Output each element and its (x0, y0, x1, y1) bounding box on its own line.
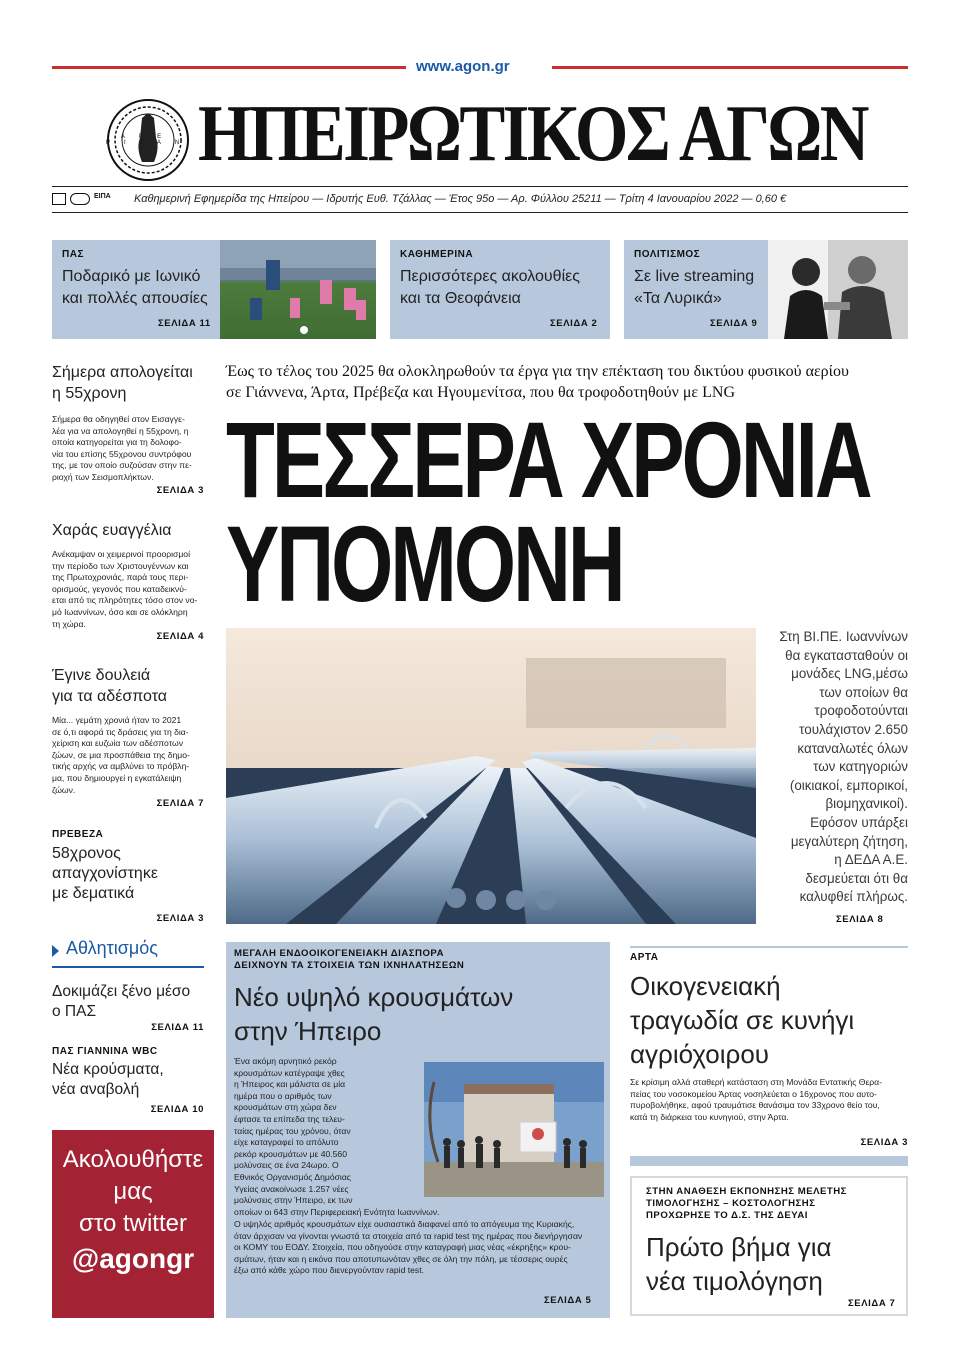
page-ref: ΣΕΛΙΔΑ 3 (156, 913, 204, 924)
sidebar-line: των κατηγοριών (813, 759, 908, 775)
info-rule-bottom (52, 212, 908, 213)
story-headline (234, 980, 513, 1048)
headline-line: Σήμερα απολογείται (52, 364, 193, 381)
page-ref: ΣΕΛΙΔΑ 11 (158, 318, 211, 329)
page-ref: ΣΕΛΙΔΑ 5 (544, 1295, 592, 1306)
sidebar-line: δεσμεύεται ότι θα (805, 870, 908, 886)
subheading-line: σε Γιάννενα, Άρτα, Πρέβεζα και Ηγουμενίτσα, που θα τροφοδοτηθούν με LNG (226, 384, 735, 401)
section-title: Αθλητισμός (66, 938, 158, 958)
body-line: Ένα ακόμη αρνητικό ρεκόρ (234, 1056, 337, 1066)
headline-line: απαγχονίστηκε (52, 865, 158, 882)
teaser-headline-line: Ποδαρικό με Ιωνικό (62, 268, 201, 285)
body-line: Σε κρίσιμη αλλά σταθερή κατάσταση στη Μονάδα Εντατικής Θερα- (630, 1077, 882, 1087)
body-line: τικής αρχής να αμβλύνει το πρόβλη- (52, 761, 190, 772)
seal-logo (106, 98, 194, 182)
sidebar-line: βιομηχανικοί). (825, 796, 908, 812)
page-ref: ΣΕΛΙΔΑ 9 (710, 318, 758, 329)
story-body-full (234, 1219, 604, 1277)
top-rule-right (552, 66, 908, 69)
story-kicker: ΠΡΕΒΕΖΑ (52, 829, 104, 840)
story-kicker (646, 1186, 847, 1222)
lead-headline[interactable] (226, 399, 926, 624)
story-body (234, 1056, 440, 1218)
chevron-right-icon (52, 945, 59, 957)
headline-line: 58χρονος (52, 845, 121, 862)
headline-line: Νέο υψηλό κρουσμάτων (234, 982, 514, 1012)
sidebar-line: (οικιακοί, εμπορικοί, (789, 777, 908, 793)
headline-line: αγριόχοιρου (630, 1039, 770, 1069)
sidebar-line: μεγαλύτερη ζήτηση, (790, 833, 908, 849)
body-line: χείριση και ευζωία των αδέσποτων (52, 738, 183, 749)
body-line: την περίοδο των Χριστουγέννων και (52, 560, 189, 571)
sidebar-line: των οποίων θα (819, 684, 908, 700)
arta-bottom-rule (630, 1156, 908, 1166)
publisher-badges (52, 192, 118, 206)
body-line: κρουσμάτων στη χώρα δεν (234, 1102, 337, 1113)
headline-line: με δεματικά (52, 885, 135, 902)
headline-line: νέα αναβολή (52, 1081, 140, 1098)
newspaper-title: ΗΠΕΙΡΩΤΙΚΟΣ ΑΓΩΝ (198, 90, 867, 178)
sidebar-line: Στη ΒΙ.ΠΕ. Ιωαννίνων (779, 629, 908, 644)
story-body (630, 1077, 908, 1123)
sidebar-line: τουλάχιστον 2.650 (799, 721, 908, 737)
badge-icon-1 (52, 193, 66, 205)
sidebar-line: μονάδες LNG,μέσω (791, 666, 908, 682)
story-preveza[interactable] (52, 829, 204, 924)
body-line: μό Ιωαννίνων, όσο και σε ολόκληρη (52, 606, 188, 617)
body-line: ορισμούς, γεγονός που καταδεικνύ- (52, 583, 187, 594)
teaser-headline (634, 266, 754, 310)
kicker-line: ΤΙΜΟΛΟΓΗΣΗΣ – ΚΟΣΤΟΛΟΓΗΣΗΣ (646, 1198, 816, 1209)
body-line: έξω από κάθε χώρο που διενεργούνταν rapid test. (234, 1265, 424, 1276)
story-apologia[interactable] (52, 362, 204, 496)
body-line: πυροβολήθηκε, αφού τραυμάτισε θανάσιμα τον 33χρονο θείο του, (630, 1100, 880, 1111)
story-headline (52, 1060, 204, 1100)
body-line: τη χώρα. (52, 618, 86, 629)
headline-line: ο ΠΑΣ (52, 1003, 97, 1020)
headline-line: στην Ήπειρο (234, 1016, 382, 1046)
headline-line: Νέα κρούσματα, (52, 1061, 164, 1078)
story-kicker (234, 948, 464, 972)
kicker-line: ΠΡΟΧΩΡΗΣΕ ΤΟ Δ.Σ. ΤΗΣ ΔΕΥΑΙ (646, 1210, 808, 1221)
teaser-headline-line: και πολλές απουσίες (62, 290, 208, 307)
subheading-line: Έως το τέλος του 2025 θα ολοκληρωθούν τα έργα για την επέκταση του δικτύου φυσικού αερίου (226, 363, 849, 380)
headline-line: για τα αδέσποτα (52, 688, 168, 705)
teaser-headline-line: Περισσότερες ακολουθίες (400, 268, 580, 285)
rapid-test-queue-photo (424, 1062, 604, 1197)
lead-subheading (226, 361, 908, 403)
page-ref: ΣΕΛΙΔΑ 2 (550, 318, 598, 329)
kicker-line: ΔΕΙΧΝΟΥΝ ΤΑ ΣΤΟΙΧΕΙΑ ΤΩΝ ΙΧΝΗΛΑΤΗΣΕΩΝ (234, 960, 465, 971)
twitter-line: μας (113, 1178, 153, 1205)
info-line: Καθημερινή Εφημερίδα της Ηπείρου — Ιδρυτής Ευθ. Τζάλλας — Έτος 95ο — Αρ. Φύλλου 25211 — Τρίτη 4 Ιανουαρίου 2022 — 0,60 € (134, 193, 787, 205)
teaser-headline (400, 266, 580, 310)
body-line: έφτασε τα επίπεδα της τελευ- (234, 1113, 345, 1124)
body-line: της, με τον οποίο συζούσαν στην πε- (52, 460, 192, 471)
story-headline (52, 665, 204, 707)
headline-line: ΤΕΣΣΕΡΑ ΧΡΟΝΙΑ (226, 399, 870, 520)
teaser-headline-line: Σε live streaming (634, 268, 755, 285)
page-ref: ΣΕΛΙΔΑ 7 (848, 1298, 896, 1309)
twitter-promo[interactable] (52, 1130, 214, 1318)
body-line: πείας του νοσοκομείου Άρτας νοσηλεύεται ο 16χρονος που αυτο- (630, 1088, 877, 1099)
page-ref: ΣΕΛΙΔΑ 3 (860, 1137, 908, 1149)
body-line: είχε καταγραφεί το απόλυτο (234, 1137, 339, 1148)
body-line: μολύνσεις σε ένα 24ωρο. Ο (234, 1160, 339, 1171)
top-rule-left (52, 66, 406, 69)
badge-label: ΕΙΠΑ (94, 193, 111, 200)
body-line: όταν άρχισαν να γίνονται γνωστά τα στοιχεία από τα rapid test της ημέρας που διενήργησαν (234, 1230, 583, 1241)
body-line: οποία κατηγορείται για τη δολοφο- (52, 437, 182, 448)
kicker-line: ΣΤΗΝ ΑΝΑΘΕΣΗ ΕΚΠΟΝΗΣΗΣ ΜΕΛΕΤΗΣ (646, 1186, 847, 1197)
body-line: ταίας ημέρας του χρόνου, όταν (234, 1125, 351, 1136)
teaser-headline-line: και τα Θεοφάνεια (400, 290, 521, 307)
body-line: Ανέκαμψαν οι χειμερινοί προορισμοί (52, 549, 190, 559)
body-line: οποίων οι 643 στην Περιφερειακή Ενότητα Ιωαννίνων. (234, 1206, 440, 1217)
page-ref: ΣΕΛΙΔΑ 10 (150, 1104, 204, 1115)
story-headline: Χαράς ευαγγέλια (52, 522, 172, 539)
story-xaras[interactable] (52, 520, 204, 642)
teaser-kicker: ΠΟΛΙΤΙΣΜΟΣ (634, 249, 701, 260)
body-line: Εθνικός Οργανισμός Δημόσιας (234, 1171, 351, 1182)
arta-story[interactable] (630, 952, 908, 1148)
body-line: ρεκόρ κρουσμάτων με 40.560 (234, 1148, 347, 1159)
twitter-line: Ακολουθήστε (62, 1146, 204, 1173)
sports-item-pas[interactable] (52, 982, 204, 1033)
body-line: ζώων. (52, 784, 76, 795)
teaser-kicker: ΠΑΣ (62, 249, 84, 260)
sidebar-line: θα εγκατασταθούν οι (785, 647, 908, 663)
teaser-kathimerina[interactable] (390, 240, 610, 339)
sidebar-line: καλυφθεί πλήρως. (799, 889, 908, 905)
page-ref: ΣΕΛΙΔΑ 4 (156, 631, 204, 643)
sports-section-header[interactable] (52, 938, 204, 968)
headline-line: η 55χρονη (52, 385, 127, 402)
story-kicker: ΑΡΤΑ (630, 952, 659, 963)
body-line: η Ήπειρος και μάλιστα σε μία (234, 1079, 346, 1090)
body-line: Μία... γεμάτη χρονιά ήταν το 2021 (52, 715, 182, 725)
teaser-politismos[interactable] (624, 240, 908, 339)
body-line: κατά τη διάρκεια του κυνηγιού, στην Άρτα. (630, 1111, 789, 1122)
story-headline (52, 844, 204, 904)
teaser-headline (62, 266, 208, 310)
pricing-story[interactable] (630, 1176, 908, 1316)
headline-line: νέα τιμολόγηση (646, 1266, 823, 1296)
kicker-line: ΜΕΓΑΛΗ ΕΝΔΟΟΙΚΟΓΕΝΕΙΑΚΗ ΔΙΑΣΠΟΡΑ (234, 948, 445, 959)
sidebar-line: η ΔΕΔΑ Α.Ε. (834, 852, 908, 868)
body-line: ριοχή των Σεισμοπλήκτων. (52, 471, 154, 482)
story-body (52, 549, 204, 630)
teaser-kicker: ΚΑΘΗΜΕΡΙΝΑ (400, 249, 474, 260)
body-line: Σήμερα θα οδηγηθεί στον Εισαγγε- (52, 414, 185, 424)
football-photo (220, 240, 376, 339)
pipeline-photo (226, 628, 756, 924)
teaser-pas[interactable] (52, 240, 376, 339)
story-adespota[interactable] (52, 665, 204, 809)
musicians-photo (768, 240, 908, 339)
body-line: μολύνσεις στην Ήπειρο, εκ των (234, 1195, 353, 1206)
body-line: ζώων, σε μια προσπάθεια της δημο- (52, 749, 190, 760)
story-headline (646, 1230, 832, 1298)
sidebar-line: τροφοδοτούνται (814, 703, 908, 719)
section-underline (52, 966, 204, 968)
body-line: ημέρα που ο αριθμός των (234, 1090, 332, 1101)
sports-item-wbc[interactable] (52, 1046, 204, 1115)
body-line: σμάτων, ήταν και η εικόνα που αποτυπωνόταν χθες σε όλη την πόλη, με τέσσερις ουρές (234, 1253, 568, 1264)
sidebar-line: καταναλωτές όλων (797, 740, 908, 756)
twitter-line: στο twitter (79, 1210, 187, 1237)
twitter-handle[interactable]: @agongr (71, 1243, 195, 1274)
story-body (52, 414, 204, 484)
headline-line: Πρώτο βήμα για (646, 1232, 832, 1262)
headline-line: Δοκιμάζει ξένο μέσο (52, 983, 191, 1000)
body-line: της Πρωτοχρονιάς, παρά τους περι- (52, 572, 189, 583)
page-ref: ΣΕΛΙΔΑ 8 (836, 914, 884, 925)
teaser-headline-line: «Τα Λυρικά» (634, 290, 722, 307)
headline-line: Οικογενειακή (630, 971, 781, 1001)
story-headline (52, 982, 204, 1022)
page-ref: ΣΕΛΙΔΑ 7 (156, 798, 204, 810)
story-body (52, 715, 204, 796)
body-line: εται από τις πληρότητες τόσο στον νο- (52, 595, 198, 606)
seal-text: ΑΠΕ ΡΙΤΑΝ (106, 134, 194, 146)
website-link[interactable]: www.agon.gr (416, 58, 510, 75)
body-line: νία του επίσης 55χρονου συντρόφου (52, 448, 192, 459)
body-line: οι ΚΟΜΥ του ΕΟΔΥ. Στοιχεία, που οδηγούσε στην καταγραφή μιας νέας «έκρηξης» κρου- (234, 1242, 571, 1253)
page-ref: ΣΕΛΙΔΑ 11 (151, 1022, 204, 1033)
story-kicker: ΠΑΣ ΓΙΑΝΝΙΝΑ WBC (52, 1046, 158, 1057)
covid-story[interactable] (226, 942, 610, 1318)
story-headline (52, 362, 204, 404)
info-rule-top (52, 186, 908, 187)
headline-line: ΥΠΟΜΟΝΗ (226, 503, 623, 624)
arta-top-rule (630, 946, 908, 948)
badge-icon-2 (70, 193, 90, 205)
body-line: Ο υψηλός αριθμός κρουσμάτων είχε ουσιαστικά διαφανεί από το απόγευμα της Κυριακής, (234, 1219, 575, 1229)
headline-line: τραγωδία σε κυνήγι (630, 1005, 855, 1035)
body-line: μα, που δημιουργεί η εγκατάλειψη (52, 772, 182, 783)
body-line: σε ό,τι αφορά τις δράσεις για τη δια- (52, 726, 189, 737)
page-ref: ΣΕΛΙΔΑ 3 (156, 484, 204, 496)
lead-sidebar-text (764, 628, 908, 907)
story-headline (630, 969, 908, 1071)
sidebar-line: Εφόσον υπάρξει (810, 814, 908, 830)
body-line: Υγείας ανακοίνωσε 1.257 νέες (234, 1183, 349, 1194)
headline-line: Έγινε δουλειά (52, 667, 151, 684)
body-line: λέα για να απολογηθεί η 55χρονη, η (52, 425, 189, 436)
body-line: κρουσμάτων κατέγραψε χθες (234, 1067, 345, 1078)
